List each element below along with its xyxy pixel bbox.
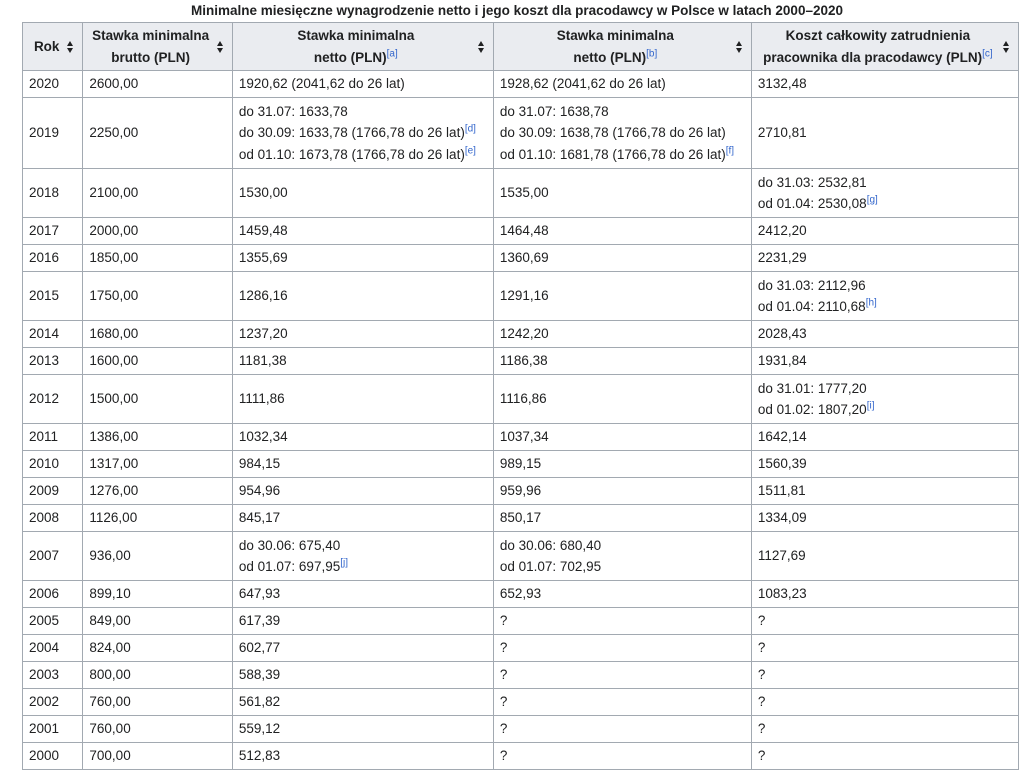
cell-koszt bbox=[751, 169, 1018, 218]
cell-brutto: 2250,00 bbox=[83, 98, 232, 169]
header-koszt-line1: Koszt całkowity zatrudnienia bbox=[785, 28, 971, 43]
sort-icon[interactable] bbox=[217, 41, 224, 53]
cell-koszt: ? bbox=[751, 716, 1018, 743]
cell-rok: 2007 bbox=[23, 532, 83, 581]
cell-brutto: 700,00 bbox=[83, 743, 232, 770]
cell-line: od 01.10: 1673,78 (1766,78 do 26 lat) bbox=[238, 146, 465, 162]
table-row bbox=[23, 716, 1019, 743]
cell-line: do 30.06: 675,40 bbox=[238, 537, 341, 553]
footnote-link-g[interactable]: [g] bbox=[866, 194, 878, 206]
cell-rok: 2010 bbox=[23, 451, 83, 478]
header-netto-a-line1: Stawka minimalna bbox=[297, 28, 415, 43]
header-brutto[interactable] bbox=[83, 23, 232, 71]
cell-brutto: 1600,00 bbox=[83, 348, 232, 375]
cell-netto-b: 1928,62 (2041,62 do 26 lat) bbox=[493, 71, 751, 98]
cell-netto-a: 1111,86 bbox=[232, 375, 493, 424]
cell-rok: 2020 bbox=[23, 71, 83, 98]
cell-netto-a: 1920,62 (2041,62 do 26 lat) bbox=[232, 71, 493, 98]
cell-netto-a: 1237,20 bbox=[232, 321, 493, 348]
table-row bbox=[23, 245, 1019, 272]
footnote-link-a[interactable]: [a] bbox=[386, 48, 398, 59]
sort-icon[interactable] bbox=[478, 41, 485, 53]
header-koszt[interactable] bbox=[751, 23, 1018, 71]
table-row bbox=[23, 451, 1019, 478]
cell-netto-a: 1355,69 bbox=[232, 245, 493, 272]
cell-netto-a: 602,77 bbox=[232, 635, 493, 662]
cell-netto-a: 1459,48 bbox=[232, 218, 493, 245]
cell-netto-a: 845,17 bbox=[232, 505, 493, 532]
cell-koszt: 3132,48 bbox=[751, 71, 1018, 98]
cell-brutto: 800,00 bbox=[83, 662, 232, 689]
cell-koszt: 2412,20 bbox=[751, 218, 1018, 245]
cell-netto-b: 1242,20 bbox=[493, 321, 751, 348]
table-row bbox=[23, 169, 1019, 218]
cell-brutto: 824,00 bbox=[83, 635, 232, 662]
cell-line: do 30.09: 1638,78 (1766,78 do 26 lat) bbox=[499, 125, 726, 141]
cell-koszt: 2710,81 bbox=[751, 98, 1018, 169]
cell-rok: 2016 bbox=[23, 245, 83, 272]
cell-netto-a: 1181,38 bbox=[232, 348, 493, 375]
cell-koszt: 2231,29 bbox=[751, 245, 1018, 272]
cell-koszt bbox=[751, 272, 1018, 321]
table-row bbox=[23, 743, 1019, 770]
cell-rok: 2012 bbox=[23, 375, 83, 424]
header-brutto-line2: brutto (PLN) bbox=[111, 49, 190, 65]
cell-brutto: 760,00 bbox=[83, 716, 232, 743]
cell-brutto: 1276,00 bbox=[83, 478, 232, 505]
footnote-link-i[interactable]: [i] bbox=[866, 400, 875, 412]
cell-koszt bbox=[751, 375, 1018, 424]
cell-line: do 31.01: 1777,20 bbox=[757, 380, 867, 396]
cell-netto-a: 1032,34 bbox=[232, 424, 493, 451]
sort-icon[interactable] bbox=[736, 41, 743, 53]
cell-netto-b: ? bbox=[493, 608, 751, 635]
footnote-link-h[interactable]: [h] bbox=[865, 297, 877, 309]
wage-table bbox=[22, 22, 1019, 770]
cell-netto-a: 512,83 bbox=[232, 743, 493, 770]
cell-netto-a bbox=[232, 532, 493, 581]
cell-rok: 2011 bbox=[23, 424, 83, 451]
footnote-link-j[interactable]: [j] bbox=[340, 557, 348, 569]
cell-rok: 2003 bbox=[23, 662, 83, 689]
cell-line: od 01.07: 697,95 bbox=[238, 559, 341, 574]
cell-line: od 01.07: 702,95 bbox=[499, 559, 602, 574]
cell-brutto: 936,00 bbox=[83, 532, 232, 581]
table-row bbox=[23, 424, 1019, 451]
header-netto-b-line1: Stawka minimalna bbox=[556, 28, 674, 43]
cell-netto-b: 1464,48 bbox=[493, 218, 751, 245]
header-rok-label: Rok bbox=[33, 38, 60, 54]
cell-netto-b bbox=[493, 98, 751, 169]
cell-brutto: 760,00 bbox=[83, 689, 232, 716]
cell-koszt: 1642,14 bbox=[751, 424, 1018, 451]
cell-rok: 2002 bbox=[23, 689, 83, 716]
cell-rok: 2019 bbox=[23, 98, 83, 169]
cell-rok: 2000 bbox=[23, 743, 83, 770]
cell-koszt: 2028,43 bbox=[751, 321, 1018, 348]
cell-koszt: ? bbox=[751, 608, 1018, 635]
cell-netto-b bbox=[493, 532, 751, 581]
table-row bbox=[23, 375, 1019, 424]
cell-koszt: 1511,81 bbox=[751, 478, 1018, 505]
table-row bbox=[23, 689, 1019, 716]
header-netto-b[interactable] bbox=[493, 23, 751, 71]
cell-netto-a: 954,96 bbox=[232, 478, 493, 505]
cell-netto-a: 1286,16 bbox=[232, 272, 493, 321]
footnote-link-e[interactable]: [e] bbox=[464, 145, 476, 157]
cell-netto-b: 850,17 bbox=[493, 505, 751, 532]
cell-netto-b: 1291,16 bbox=[493, 272, 751, 321]
cell-rok: 2015 bbox=[23, 272, 83, 321]
cell-brutto: 1317,00 bbox=[83, 451, 232, 478]
cell-koszt: ? bbox=[751, 689, 1018, 716]
cell-koszt: 1127,69 bbox=[751, 532, 1018, 581]
cell-netto-b: 1116,86 bbox=[493, 375, 751, 424]
cell-rok: 2017 bbox=[23, 218, 83, 245]
table-row bbox=[23, 505, 1019, 532]
table-row bbox=[23, 635, 1019, 662]
header-netto-b-line2: netto (PLN) bbox=[573, 49, 647, 65]
cell-netto-a: 617,39 bbox=[232, 608, 493, 635]
cell-koszt: 1083,23 bbox=[751, 581, 1018, 608]
cell-rok: 2006 bbox=[23, 581, 83, 608]
cell-rok: 2009 bbox=[23, 478, 83, 505]
cell-netto-b: ? bbox=[493, 662, 751, 689]
table-row bbox=[23, 218, 1019, 245]
table-row bbox=[23, 478, 1019, 505]
header-netto-a-line2: netto (PLN) bbox=[313, 49, 387, 65]
cell-netto-b: 1037,34 bbox=[493, 424, 751, 451]
cell-line: do 30.09: 1633,78 (1766,78 do 26 lat) bbox=[238, 125, 465, 141]
cell-rok: 2004 bbox=[23, 635, 83, 662]
cell-netto-b: 1535,00 bbox=[493, 169, 751, 218]
table-row bbox=[23, 608, 1019, 635]
cell-netto-b: ? bbox=[493, 743, 751, 770]
cell-rok: 2001 bbox=[23, 716, 83, 743]
cell-line: do 30.06: 680,40 bbox=[499, 537, 602, 553]
table-row bbox=[23, 662, 1019, 689]
cell-brutto: 2600,00 bbox=[83, 71, 232, 98]
cell-netto-b: 959,96 bbox=[493, 478, 751, 505]
footnote-link-d[interactable]: [d] bbox=[464, 123, 476, 135]
cell-brutto: 2100,00 bbox=[83, 169, 232, 218]
cell-line: do 31.07: 1633,78 bbox=[238, 103, 348, 119]
cell-netto-b: ? bbox=[493, 716, 751, 743]
table-row bbox=[23, 321, 1019, 348]
cell-line: od 01.10: 1681,78 (1766,78 do 26 lat) bbox=[499, 146, 726, 162]
cell-netto-a: 647,93 bbox=[232, 581, 493, 608]
cell-koszt: ? bbox=[751, 635, 1018, 662]
footnote-link-c[interactable]: [c] bbox=[982, 48, 993, 59]
table-row bbox=[23, 348, 1019, 375]
cell-brutto: 1680,00 bbox=[83, 321, 232, 348]
cell-line: do 31.03: 2532,81 bbox=[757, 174, 867, 190]
cell-rok: 2014 bbox=[23, 321, 83, 348]
cell-netto-b: ? bbox=[493, 689, 751, 716]
header-rok[interactable] bbox=[23, 23, 83, 71]
cell-brutto: 1750,00 bbox=[83, 272, 232, 321]
cell-brutto: 849,00 bbox=[83, 608, 232, 635]
table-row bbox=[23, 272, 1019, 321]
cell-netto-b: 989,15 bbox=[493, 451, 751, 478]
cell-netto-b: 1360,69 bbox=[493, 245, 751, 272]
cell-koszt: ? bbox=[751, 743, 1018, 770]
table-caption: Minimalne miesięczne wynagrodzenie netto i jego koszt dla pracodawcy w Polsce w latach 2000–2020 bbox=[191, 3, 843, 18]
cell-rok: 2008 bbox=[23, 505, 83, 532]
cell-line: od 01.04: 2110,68 bbox=[757, 299, 866, 314]
footnote-link-f[interactable]: [f] bbox=[725, 145, 735, 157]
header-koszt-line2: pracownika dla pracodawcy (PLN) bbox=[763, 49, 983, 65]
table-row bbox=[23, 98, 1019, 169]
cell-netto-a: 1530,00 bbox=[232, 169, 493, 218]
cell-brutto: 1126,00 bbox=[83, 505, 232, 532]
cell-line: do 31.03: 2112,96 bbox=[757, 277, 866, 293]
cell-koszt: 1931,84 bbox=[751, 348, 1018, 375]
cell-line: do 31.07: 1638,78 bbox=[499, 103, 609, 119]
cell-koszt: 1334,09 bbox=[751, 505, 1018, 532]
cell-brutto: 899,10 bbox=[83, 581, 232, 608]
cell-line: od 01.02: 1807,20 bbox=[757, 402, 867, 417]
table-row bbox=[23, 71, 1019, 98]
cell-netto-b: 1186,38 bbox=[493, 348, 751, 375]
cell-netto-b: 652,93 bbox=[493, 581, 751, 608]
cell-netto-a: 561,82 bbox=[232, 689, 493, 716]
cell-netto-b: ? bbox=[493, 635, 751, 662]
cell-brutto: 2000,00 bbox=[83, 218, 232, 245]
cell-rok: 2005 bbox=[23, 608, 83, 635]
header-brutto-line1: Stawka minimalna bbox=[92, 28, 210, 43]
cell-koszt: 1560,39 bbox=[751, 451, 1018, 478]
cell-netto-a bbox=[232, 98, 493, 169]
table-row bbox=[23, 532, 1019, 581]
cell-brutto: 1386,00 bbox=[83, 424, 232, 451]
cell-rok: 2018 bbox=[23, 169, 83, 218]
cell-netto-a: 588,39 bbox=[232, 662, 493, 689]
sort-icon[interactable] bbox=[67, 41, 74, 53]
cell-netto-a: 559,12 bbox=[232, 716, 493, 743]
cell-rok: 2013 bbox=[23, 348, 83, 375]
cell-netto-a: 984,15 bbox=[232, 451, 493, 478]
cell-koszt: ? bbox=[751, 662, 1018, 689]
header-netto-a[interactable] bbox=[232, 23, 493, 71]
footnote-link-b[interactable]: [b] bbox=[646, 48, 658, 59]
header-row bbox=[23, 23, 1019, 71]
table-row bbox=[23, 581, 1019, 608]
cell-brutto: 1850,00 bbox=[83, 245, 232, 272]
cell-line: od 01.04: 2530,08 bbox=[757, 196, 867, 211]
sort-icon[interactable] bbox=[1003, 41, 1010, 53]
cell-brutto: 1500,00 bbox=[83, 375, 232, 424]
